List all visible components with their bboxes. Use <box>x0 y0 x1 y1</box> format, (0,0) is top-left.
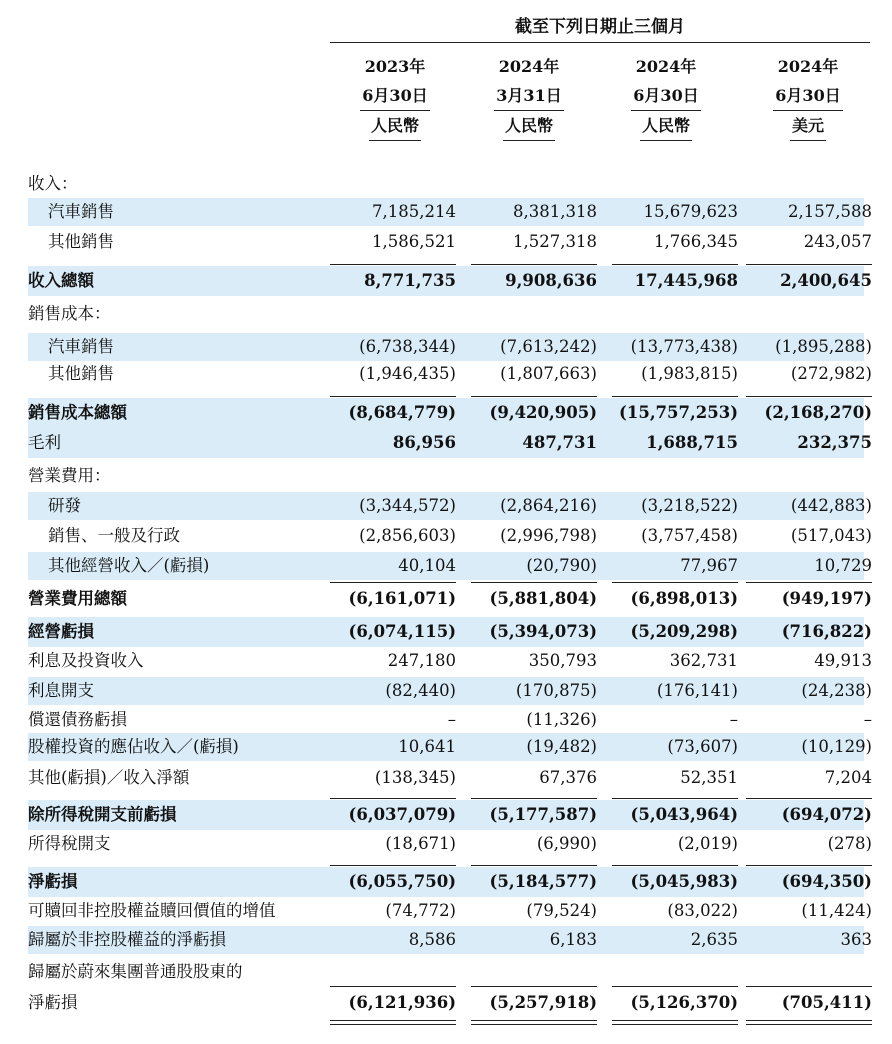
row-value-col-4: (2,168,270) <box>764 403 872 422</box>
row-value-col-1: 8,586 <box>408 930 456 949</box>
row-value-col-3: (5,126,370) <box>630 993 738 1012</box>
table-row <box>28 584 872 614</box>
total-double-rule <box>471 1020 597 1025</box>
subtotal-rule <box>471 396 597 397</box>
column-group-rule <box>330 42 870 43</box>
subtotal-rule <box>612 986 738 987</box>
row-label: 淨虧損 <box>28 993 78 1012</box>
column-header-4 <box>748 52 868 141</box>
row-value-col-1: 86,956 <box>392 433 456 452</box>
row-value-col-3: (5,043,964) <box>630 805 738 824</box>
row-value-col-4: (1,895,288) <box>775 337 872 356</box>
row-value-col-1: – <box>447 710 456 729</box>
row-value-col-2: (5,881,804) <box>489 589 597 608</box>
table-row <box>28 867 872 897</box>
row-label: 可贖回非控股權益贖回價值的增值 <box>28 901 276 920</box>
row-label: 銷售、一般及行政 <box>48 526 180 545</box>
table-row <box>28 198 872 226</box>
row-value-col-4: (949,197) <box>781 589 872 608</box>
row-value-col-4: 49,913 <box>814 651 872 670</box>
row-value-col-4: 2,157,588 <box>788 202 872 221</box>
row-value-col-2: (20,790) <box>526 556 597 575</box>
row-value-col-4: – <box>863 710 872 729</box>
row-value-col-1: (8,684,779) <box>348 403 456 422</box>
table-row <box>28 706 872 734</box>
row-value-col-3: (5,045,983) <box>630 872 738 891</box>
subtotal-rule <box>471 582 597 583</box>
row-value-col-2: (79,524) <box>526 901 597 920</box>
row-value-col-2: (7,613,242) <box>500 337 597 356</box>
row-value-col-3: (5,209,298) <box>630 622 738 641</box>
row-value-col-1: 10,641 <box>398 737 456 756</box>
subtotal-rule <box>330 396 456 397</box>
subtotal-rule <box>746 582 872 583</box>
row-label: 其他銷售 <box>48 364 114 383</box>
column-header-currency: 人民幣 <box>503 111 555 141</box>
row-label: 汽車銷售 <box>48 202 114 221</box>
row-value-col-3: 15,679,623 <box>643 202 738 221</box>
row-value-col-3: 1,766,345 <box>654 232 738 251</box>
row-value-col-3: 77,967 <box>680 556 738 575</box>
row-label: 償還債務虧損 <box>28 710 127 729</box>
row-value-col-4: (24,238) <box>801 681 872 700</box>
row-value-col-2: 6,183 <box>549 930 597 949</box>
row-label: 淨虧損 <box>28 872 78 891</box>
row-value-col-3: 1,688,715 <box>646 433 738 452</box>
row-value-col-1: (6,055,750) <box>348 872 456 891</box>
table-row <box>28 398 872 428</box>
row-value-col-3: (13,773,438) <box>630 337 738 356</box>
row-value-col-3: (176,141) <box>656 681 738 700</box>
row-label: 銷售成本總額 <box>28 403 127 422</box>
column-header-year: 2023年 <box>364 57 426 76</box>
row-label: 其他經營收入／(虧損) <box>48 556 210 575</box>
table-row <box>28 428 872 458</box>
column-header-date: 6月30日 <box>773 81 842 111</box>
row-label: 經營虧損 <box>28 622 94 641</box>
row-value-col-1: 40,104 <box>398 556 456 575</box>
column-group-title: 截至下列日期止三個月 <box>515 17 685 37</box>
row-value-col-4: (694,350) <box>781 872 872 891</box>
table-row <box>28 300 864 328</box>
subtotal-rule <box>746 798 872 799</box>
subtotal-rule <box>471 264 597 265</box>
row-value-col-3: 2,635 <box>690 930 738 949</box>
row-label: 其他銷售 <box>48 232 114 251</box>
row-value-col-1: (74,772) <box>385 901 456 920</box>
column-header-currency: 美元 <box>790 111 826 141</box>
table-row <box>28 170 864 198</box>
table-row <box>28 360 872 388</box>
subtotal-rule <box>746 396 872 397</box>
row-value-col-3: (15,757,253) <box>619 403 738 422</box>
row-value-col-1: (138,345) <box>374 768 456 787</box>
subtotal-rule <box>746 264 872 265</box>
column-header-currency: 人民幣 <box>369 111 421 141</box>
table-row <box>28 958 864 986</box>
row-label: 歸屬於蔚來集團普通股股東的 <box>28 962 243 981</box>
subtotal-rule <box>330 264 456 265</box>
column-header-1 <box>335 52 455 141</box>
column-header-3 <box>606 52 726 141</box>
subtotal-rule <box>746 865 872 866</box>
row-label: 營業費用總額 <box>28 589 127 608</box>
row-value-col-1: (3,344,572) <box>359 496 456 515</box>
row-value-col-4: (442,883) <box>790 496 872 515</box>
table-row <box>28 522 872 550</box>
table-row <box>28 830 872 858</box>
row-value-col-4: (272,982) <box>790 364 872 383</box>
row-value-col-4: (10,129) <box>801 737 872 756</box>
subtotal-rule <box>471 865 597 866</box>
row-value-col-3: (6,898,013) <box>630 589 738 608</box>
row-value-col-1: (2,856,603) <box>359 526 456 545</box>
row-value-col-4: (705,411) <box>781 993 872 1012</box>
table-row <box>28 764 872 792</box>
row-value-col-3: (83,022) <box>667 901 738 920</box>
row-value-col-1: 247,180 <box>387 651 456 670</box>
row-value-col-3: (73,607) <box>667 737 738 756</box>
table-row <box>28 552 872 580</box>
row-value-col-3: 362,731 <box>669 651 738 670</box>
total-double-rule <box>746 1020 872 1025</box>
row-label: 汽車銷售 <box>48 337 114 356</box>
subtotal-rule <box>330 865 456 866</box>
table-row <box>28 647 872 675</box>
table-row <box>28 617 872 647</box>
row-label: 利息開支 <box>28 681 94 700</box>
row-value-col-2: (2,864,216) <box>500 496 597 515</box>
row-value-col-1: (6,161,071) <box>348 589 456 608</box>
table-row <box>28 677 872 705</box>
table-row <box>28 333 872 361</box>
row-label: 其他(虧損)／收入淨額 <box>28 768 190 787</box>
row-label: 營業費用： <box>28 466 111 485</box>
row-value-col-3: (3,757,458) <box>641 526 738 545</box>
column-header-date: 6月30日 <box>631 81 700 111</box>
row-value-col-3: 52,351 <box>680 768 738 787</box>
subtotal-rule <box>330 582 456 583</box>
row-value-col-4: 2,400,645 <box>780 271 872 290</box>
table-row <box>28 733 872 761</box>
subtotal-rule <box>471 986 597 987</box>
row-label: 股權投資的應佔收入／(虧損) <box>28 737 239 756</box>
row-value-col-4: (517,043) <box>790 526 872 545</box>
subtotal-rule <box>612 798 738 799</box>
row-value-col-2: (5,184,577) <box>489 872 597 891</box>
row-value-col-3: – <box>729 710 738 729</box>
column-header-year: 2024年 <box>635 57 697 76</box>
row-value-col-1: (82,440) <box>385 681 456 700</box>
row-value-col-4: 363 <box>840 930 872 949</box>
row-value-col-1: (18,671) <box>385 834 456 853</box>
table-row <box>28 926 872 954</box>
row-value-col-1: (6,738,344) <box>359 337 456 356</box>
column-header-date: 3月31日 <box>494 81 563 111</box>
row-value-col-3: (3,218,522) <box>641 496 738 515</box>
row-label: 所得稅開支 <box>28 834 111 853</box>
column-header-year: 2024年 <box>498 57 560 76</box>
row-label: 除所得稅開支前虧損 <box>28 805 177 824</box>
row-value-col-2: (5,394,073) <box>489 622 597 641</box>
subtotal-rule <box>330 798 456 799</box>
row-label: 銷售成本： <box>28 304 111 323</box>
row-value-col-1: 8,771,735 <box>364 271 456 290</box>
column-header-currency: 人民幣 <box>640 111 692 141</box>
row-value-col-1: 7,185,214 <box>372 202 456 221</box>
row-value-col-2: (2,996,798) <box>500 526 597 545</box>
table-row <box>28 228 872 256</box>
row-label: 利息及投資收入 <box>28 651 144 670</box>
row-value-col-4: 10,729 <box>814 556 872 575</box>
row-value-col-4: (278) <box>827 834 872 853</box>
subtotal-rule <box>746 986 872 987</box>
column-header-2 <box>469 52 589 141</box>
table-row <box>28 897 872 925</box>
row-value-col-2: 8,381,318 <box>513 202 597 221</box>
row-value-col-3: (1,983,815) <box>641 364 738 383</box>
row-value-col-2: (11,326) <box>526 710 597 729</box>
subtotal-rule <box>471 798 597 799</box>
row-label: 毛利 <box>28 433 61 452</box>
column-header-year: 2024年 <box>777 57 839 76</box>
row-value-col-1: (6,121,936) <box>348 993 456 1012</box>
table-row <box>28 800 872 830</box>
row-value-col-2: 9,908,636 <box>505 271 597 290</box>
row-value-col-3: (2,019) <box>677 834 738 853</box>
row-value-col-1: (1,946,435) <box>359 364 456 383</box>
table-row <box>28 988 872 1018</box>
row-value-col-2: (170,875) <box>515 681 597 700</box>
row-value-col-4: 232,375 <box>797 433 872 452</box>
row-value-col-4: 243,057 <box>803 232 872 251</box>
row-value-col-2: 487,731 <box>522 433 597 452</box>
subtotal-rule <box>612 264 738 265</box>
row-value-col-2: (1,807,663) <box>500 364 597 383</box>
subtotal-rule <box>612 865 738 866</box>
row-value-col-2: (5,257,918) <box>489 993 597 1012</box>
row-value-col-1: (6,074,115) <box>348 622 456 641</box>
subtotal-rule <box>612 582 738 583</box>
row-value-col-1: (6,037,079) <box>348 805 456 824</box>
row-value-col-2: (5,177,587) <box>489 805 597 824</box>
row-value-col-4: 7,204 <box>824 768 872 787</box>
subtotal-rule <box>612 396 738 397</box>
subtotal-rule <box>330 986 456 987</box>
row-label: 收入總額 <box>28 271 94 290</box>
row-value-col-2: 350,793 <box>528 651 597 670</box>
row-value-col-2: 67,376 <box>539 768 597 787</box>
row-value-col-2: (9,420,905) <box>489 403 597 422</box>
table-row <box>28 492 872 520</box>
row-value-col-2: 1,527,318 <box>513 232 597 251</box>
row-label: 歸屬於非控股權益的淨虧損 <box>28 930 226 949</box>
row-label: 研發 <box>48 496 81 515</box>
row-value-col-3: 17,445,968 <box>634 271 738 290</box>
column-header-date: 6月30日 <box>360 81 429 111</box>
row-value-col-4: (694,072) <box>781 805 872 824</box>
table-row <box>28 462 864 490</box>
row-value-col-1: 1,586,521 <box>372 232 456 251</box>
table-row <box>28 266 872 296</box>
row-value-col-2: (6,990) <box>536 834 597 853</box>
total-double-rule <box>612 1020 738 1025</box>
row-label: 收入： <box>28 174 78 193</box>
row-value-col-4: (11,424) <box>801 901 872 920</box>
row-value-col-4: (716,822) <box>781 622 872 641</box>
total-double-rule <box>330 1020 456 1025</box>
row-value-col-2: (19,482) <box>526 737 597 756</box>
